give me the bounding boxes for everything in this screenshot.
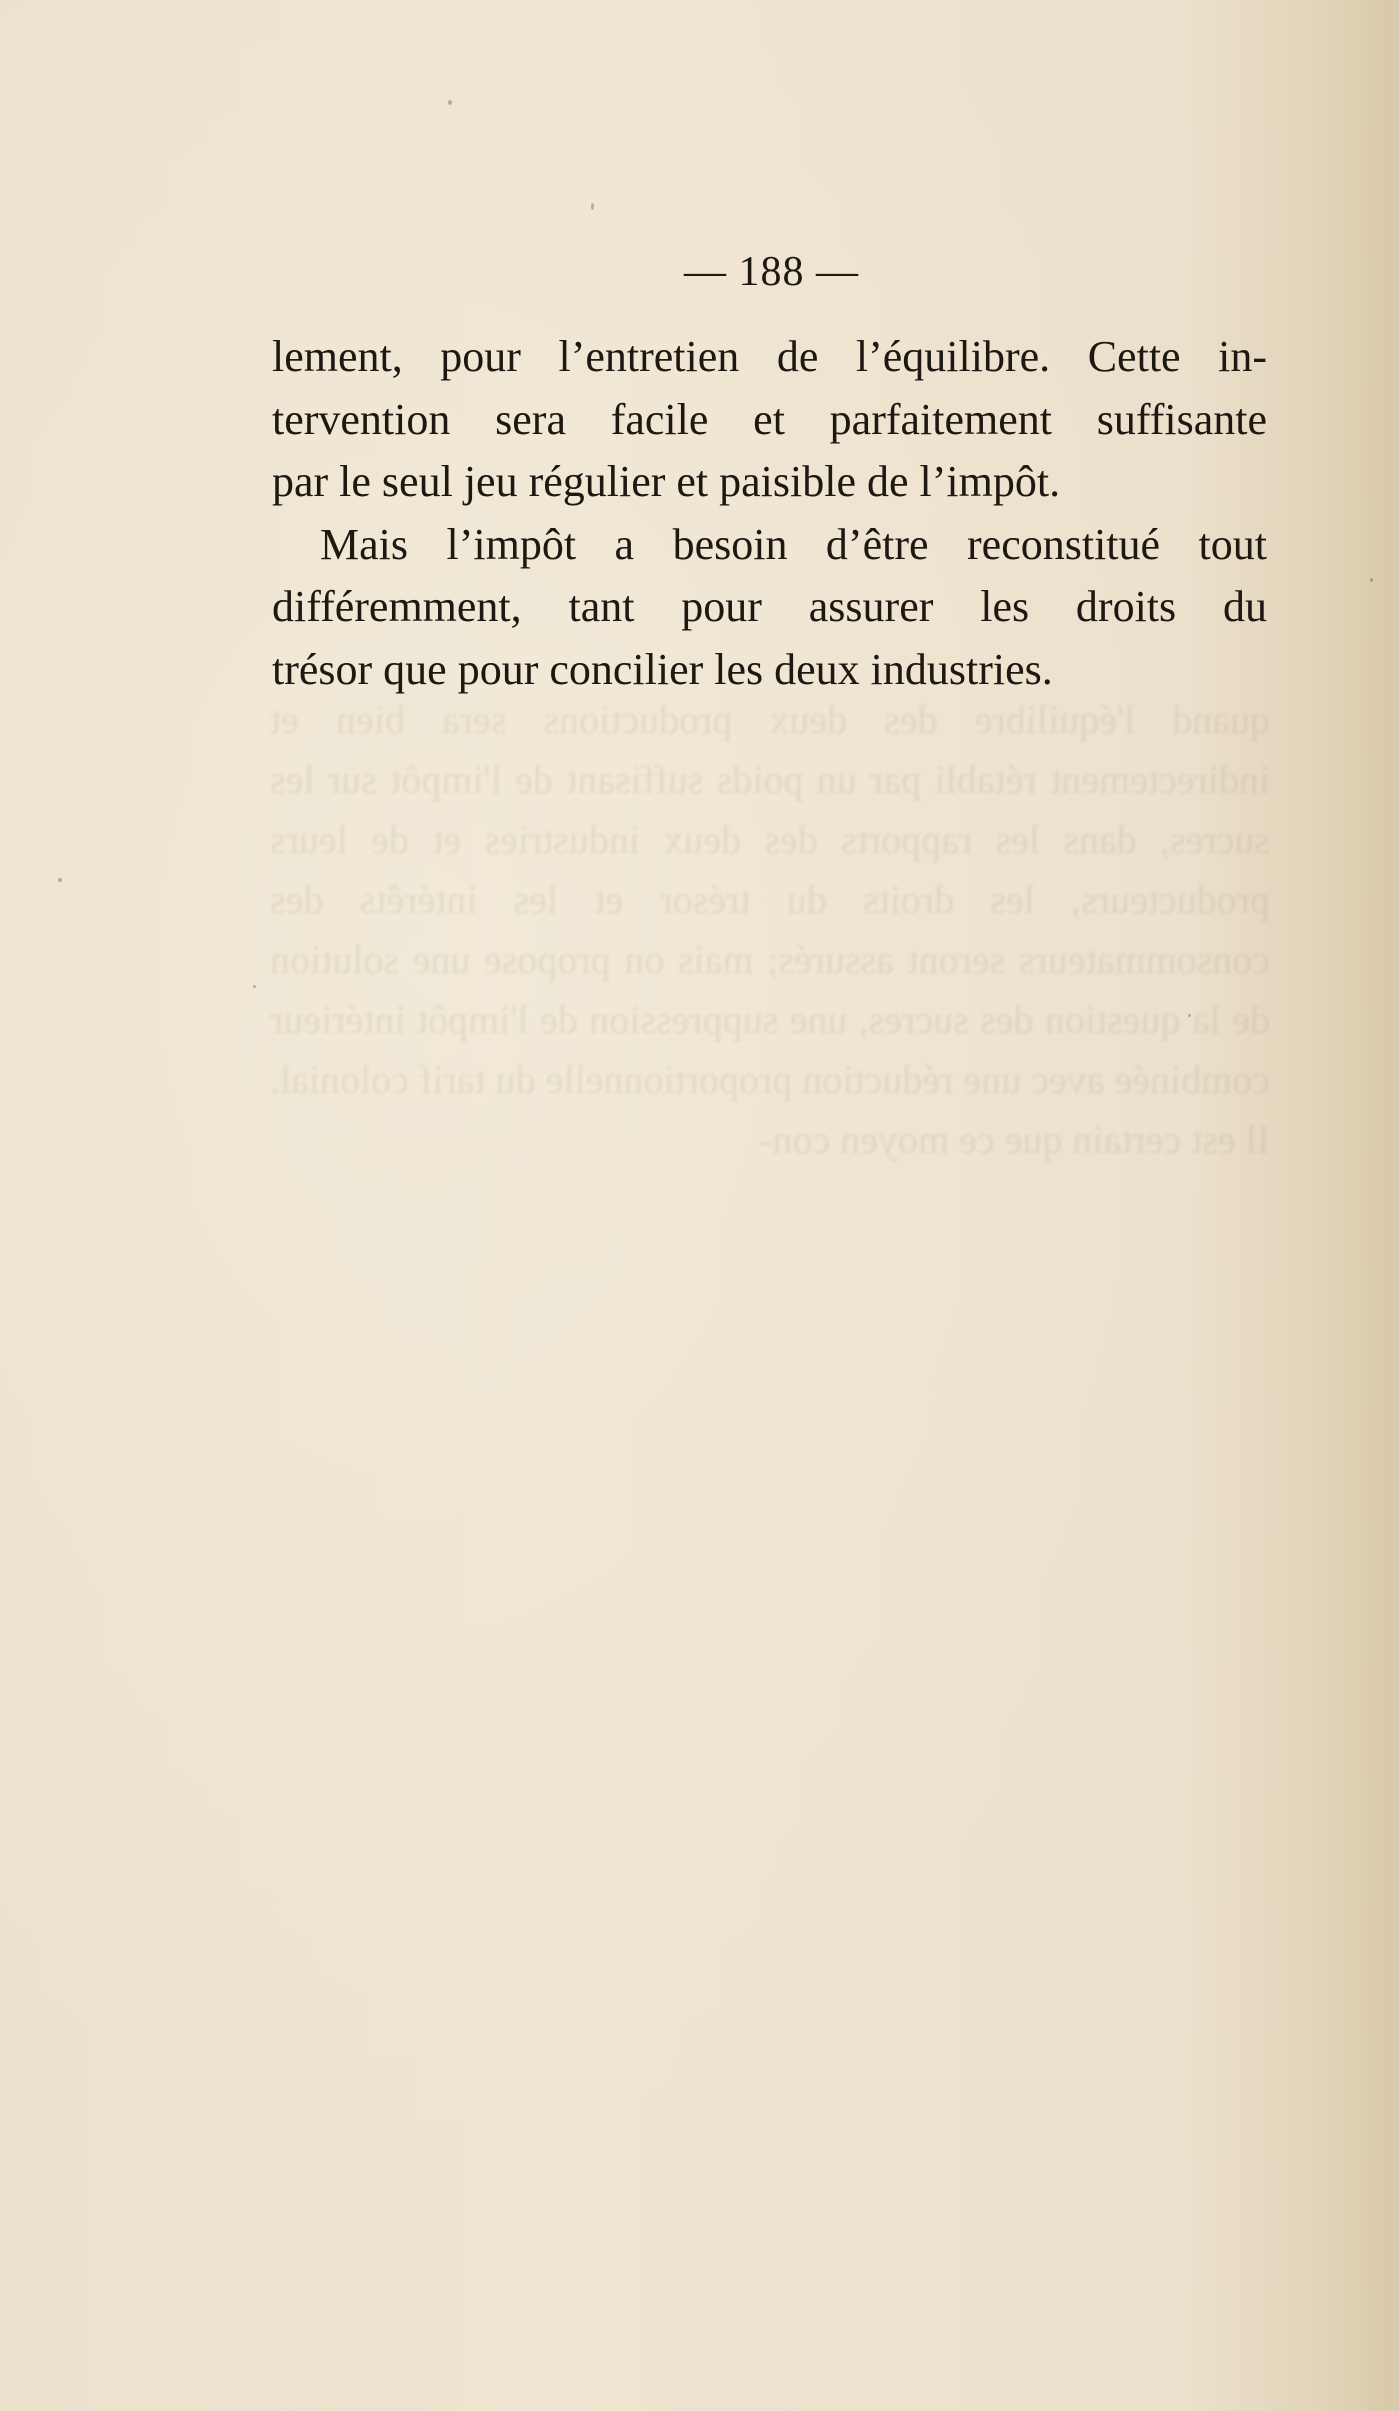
- body-text: [272, 326, 1267, 701]
- text-line: lement, pour l’entretien de l’équilibre. Cette in-: [272, 332, 1267, 381]
- paper-speck: [1188, 1014, 1191, 1017]
- paper-speck: [448, 100, 452, 105]
- page-number-text: — 188 —: [684, 249, 859, 295]
- paper-speck: [591, 203, 594, 210]
- paper-speck: [253, 985, 256, 988]
- text-line: par le seul jeu régulier et paisible de l’impôt.: [272, 457, 1061, 506]
- paper-speck: [58, 878, 62, 882]
- paper-speck: [1370, 578, 1373, 582]
- text-line: trésor que pour concilier les deux industries.: [272, 644, 1053, 694]
- text-line: tervention sera facile et parfaitement suffisante: [272, 394, 1267, 444]
- text-line: Mais l’impôt a besoin d’être reconstitué tout: [320, 519, 1267, 569]
- text-line: différemment, tant pour assurer les droits du: [272, 582, 1267, 631]
- reverse-side-bleed-through: quand l'équilibre des deux productions sera bien et indirectement rétabli par un poids suffisant de l'impôt sur les sucres, dans les rapports des deux industries et de leurs producteurs, les droits du trésor et les intérêts des consommateurs seront assurés; mais on propose une solution de la question des sucres, une suppression de l'impôt intérieur combinée avec une réduction proportionnelle du tarif colonial. Il est certain que ce moyen con-: [270, 697, 1270, 1162]
- page-number: [0, 248, 1399, 296]
